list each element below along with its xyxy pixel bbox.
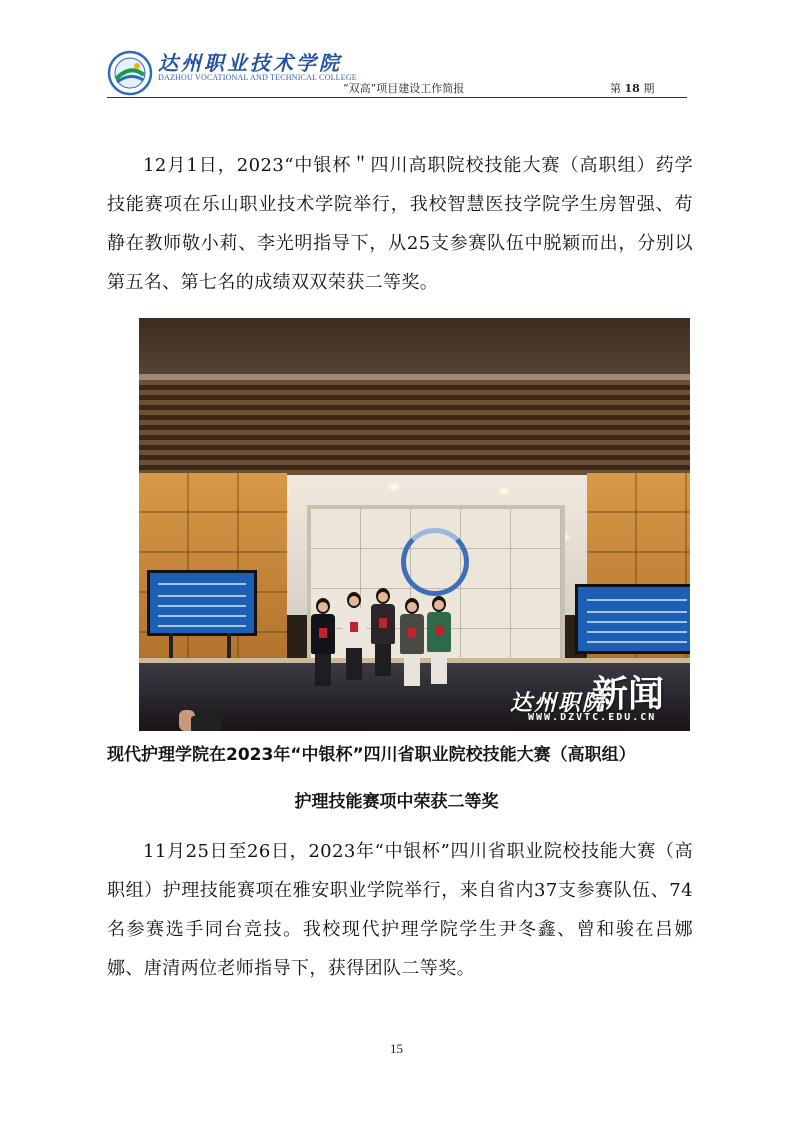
- article1-paragraph: [107, 146, 693, 302]
- page-number: 15: [390, 1041, 403, 1056]
- photo-display-screen-right: [575, 584, 690, 654]
- photo-ceiling: [139, 318, 690, 380]
- downlight: [389, 485, 399, 489]
- watermark-news: 新闻: [592, 674, 665, 715]
- downlight: [499, 489, 509, 493]
- article1-text: 12月1日，2023“中银杯＂四川高职院校技能大赛（高职组）药学技能赛项在乐山职业技术学院举行，我校智慧医技学院学生房智强、苟静在教师敬小莉、李光明指导下，从25支参赛队伍中脱颖而出，分别以第五名、第七名的成绩双双荣获二等奖。: [107, 155, 693, 293]
- article2-paragraph: [107, 832, 693, 988]
- school-name-english: DAZHOU VOCATIONAL AND TECHNICAL COLLEGE: [158, 73, 357, 82]
- photo-wood-slats: [139, 380, 690, 475]
- photo-audience-phone: [191, 716, 221, 731]
- award-ceremony-photo: [139, 318, 690, 731]
- article2-heading-line2: 护理技能赛项中荣获二等奖: [294, 792, 499, 812]
- photo-display-screen-left: [147, 570, 257, 636]
- issue-value: 18: [624, 82, 640, 95]
- article2-heading-line1: 现代护理学院在2023年“中银杯”四川省职业院校技能大赛（高职组）: [107, 745, 636, 765]
- school-name-chinese: 达州职业技术学院: [158, 51, 342, 75]
- watermark-url: WWW.DZVTC.EDU.CN: [528, 712, 657, 723]
- issue-number: [610, 80, 654, 96]
- publication-title: “双高”项目建设工作简报: [343, 82, 465, 95]
- photo-college-emblem: [401, 528, 469, 596]
- watermark-school-name: 达州职院: [510, 690, 607, 716]
- college-logo-emblem-icon: [107, 50, 153, 96]
- issue-suffix: 期: [643, 82, 655, 95]
- header-divider: [107, 97, 687, 98]
- article2-text: 11月25日至26日，2023年“中银杯”四川省职业院校技能大赛（高职组）护理技能赛项在雅安职业学院举行，来自省内37支参赛队伍、74名参赛选手同台竞技。我校现代护理学院学生尹冬鑫、曾和骏在吕娜娜、唐清两位老师指导下，获得团队二等奖。: [107, 841, 693, 979]
- issue-prefix: 第: [610, 82, 621, 95]
